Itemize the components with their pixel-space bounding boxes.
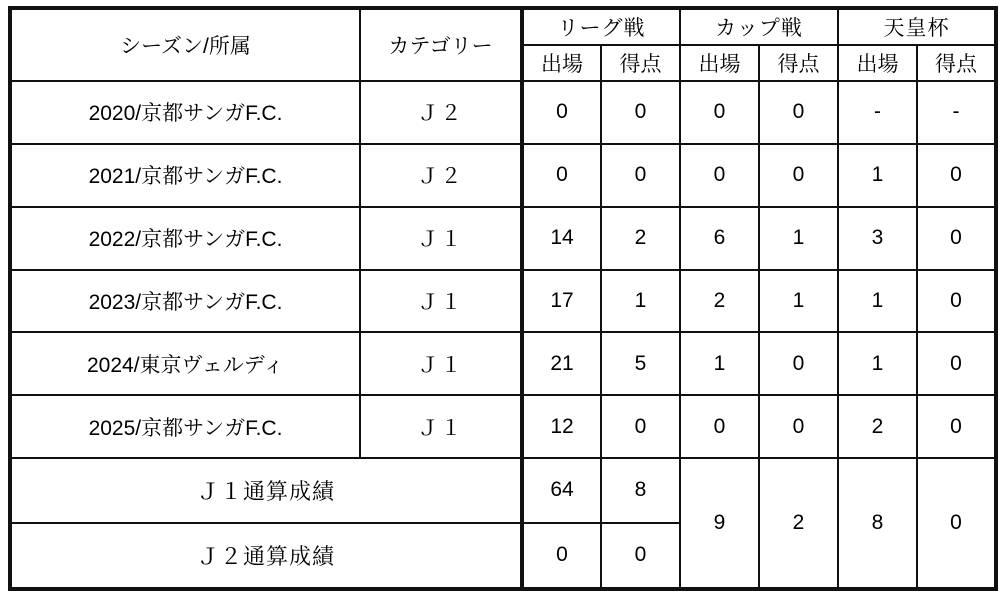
emperors-apps-cell: 1 [838, 332, 917, 395]
total-j2-league-apps: 0 [522, 523, 601, 589]
league-goals-cell: 0 [601, 81, 680, 144]
season-cell: 2024/東京ヴェルディ [10, 332, 360, 395]
league-apps-cell: 0 [522, 144, 601, 207]
total-j2-league-goals: 0 [601, 523, 680, 589]
player-stats-table [8, 6, 998, 591]
league-apps-cell: 14 [522, 207, 601, 270]
table-row [10, 207, 996, 270]
total-j1-league-goals: 8 [601, 458, 680, 523]
league-goals-cell: 1 [601, 270, 680, 333]
season-cell: 2021/京都サンガF.C. [10, 144, 360, 207]
table-row [10, 144, 996, 207]
total-row-j1 [10, 458, 996, 523]
league-goals-cell: 0 [601, 395, 680, 458]
total-emperors-apps: 8 [838, 458, 917, 589]
table-head [10, 8, 996, 81]
header-cup-apps: 出場 [680, 45, 759, 81]
season-cell: 2020/京都サンガF.C. [10, 81, 360, 144]
category-cell: Ｊ２ [360, 144, 522, 207]
cup-apps-cell: 2 [680, 270, 759, 333]
total-cup-goals: 2 [759, 458, 838, 589]
emperors-goals-cell: 0 [917, 395, 996, 458]
header-cup-goals: 得点 [759, 45, 838, 81]
header-group-league: リーグ戦 [522, 8, 680, 45]
header-group-cup: カップ戦 [680, 8, 838, 45]
emperors-goals-cell: - [917, 81, 996, 144]
emperors-apps-cell: 1 [838, 270, 917, 333]
cup-apps-cell: 0 [680, 144, 759, 207]
emperors-apps-cell: 3 [838, 207, 917, 270]
header-league-apps: 出場 [522, 45, 601, 81]
category-cell: Ｊ１ [360, 270, 522, 333]
league-goals-cell: 5 [601, 332, 680, 395]
emperors-goals-cell: 0 [917, 207, 996, 270]
header-league-goals: 得点 [601, 45, 680, 81]
header-emperors-goals: 得点 [917, 45, 996, 81]
cup-goals-cell: 1 [759, 207, 838, 270]
league-apps-cell: 12 [522, 395, 601, 458]
category-cell: Ｊ１ [360, 207, 522, 270]
table-body [10, 81, 996, 589]
league-apps-cell: 0 [522, 81, 601, 144]
cup-apps-cell: 6 [680, 207, 759, 270]
cup-goals-cell: 0 [759, 144, 838, 207]
cup-goals-cell: 1 [759, 270, 838, 333]
category-cell: Ｊ１ [360, 332, 522, 395]
cup-apps-cell: 0 [680, 81, 759, 144]
season-cell: 2023/京都サンガF.C. [10, 270, 360, 333]
header-row-groups [10, 8, 996, 45]
header-emperors-apps: 出場 [838, 45, 917, 81]
table-row [10, 81, 996, 144]
emperors-goals-cell: 0 [917, 270, 996, 333]
league-goals-cell: 2 [601, 207, 680, 270]
emperors-apps-cell: 1 [838, 144, 917, 207]
total-emperors-goals: 0 [917, 458, 996, 589]
category-cell: Ｊ１ [360, 395, 522, 458]
league-apps-cell: 21 [522, 332, 601, 395]
total-cup-apps: 9 [680, 458, 759, 589]
season-cell: 2025/京都サンガF.C. [10, 395, 360, 458]
category-cell: Ｊ２ [360, 81, 522, 144]
header-group-emperors-cup: 天皇杯 [838, 8, 996, 45]
cup-goals-cell: 0 [759, 395, 838, 458]
total-label-j2: Ｊ２通算成績 [10, 523, 522, 589]
emperors-apps-cell: - [838, 81, 917, 144]
emperors-goals-cell: 0 [917, 144, 996, 207]
total-j1-league-apps: 64 [522, 458, 601, 523]
total-label-j1: Ｊ１通算成績 [10, 458, 522, 523]
table-row [10, 395, 996, 458]
cup-goals-cell: 0 [759, 81, 838, 144]
cup-apps-cell: 1 [680, 332, 759, 395]
league-goals-cell: 0 [601, 144, 680, 207]
cup-apps-cell: 0 [680, 395, 759, 458]
league-apps-cell: 17 [522, 270, 601, 333]
table-row [10, 270, 996, 333]
emperors-goals-cell: 0 [917, 332, 996, 395]
season-cell: 2022/京都サンガF.C. [10, 207, 360, 270]
cup-goals-cell: 0 [759, 332, 838, 395]
header-category: カテゴリー [360, 8, 522, 81]
header-season: シーズン/所属 [10, 8, 360, 81]
table-row [10, 332, 996, 395]
emperors-apps-cell: 2 [838, 395, 917, 458]
